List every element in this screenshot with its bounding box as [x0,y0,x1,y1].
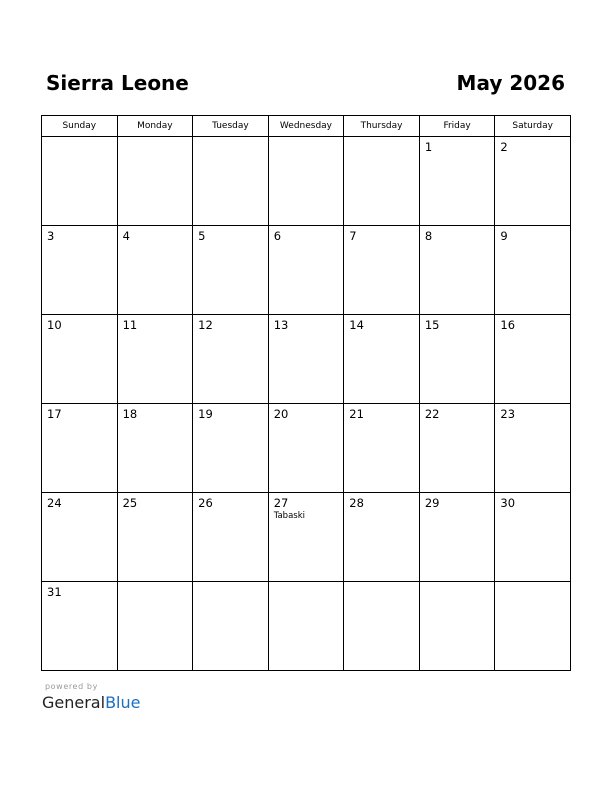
month-year-title: May 2026 [456,71,565,95]
day-number: 13 [273,318,289,332]
day-cell [268,137,344,226]
day-number [495,582,570,585]
day-cell [419,226,495,315]
country-title: Sierra Leone [46,71,189,95]
day-number [118,582,193,585]
day-number [193,582,268,585]
day-number: 27 [273,496,289,510]
day-number: 29 [424,496,440,510]
weekday-monday: Monday [117,116,193,137]
day-cell [268,404,344,493]
day-number: 16 [500,318,516,332]
week-row [42,137,571,226]
day-number: 6 [273,229,282,243]
day-cell [419,137,495,226]
day-cell [268,582,344,671]
day-cell [495,137,571,226]
weekday-friday: Friday [419,116,495,137]
weekday-saturday: Saturday [495,116,571,137]
day-number: 17 [47,407,62,421]
calendar-grid [41,115,571,671]
day-number: 5 [198,229,206,243]
week-row [42,226,571,315]
day-cell [344,226,420,315]
day-cell [344,137,420,226]
day-number: 26 [198,496,213,510]
day-cell [193,404,269,493]
day-number: 19 [198,407,213,421]
day-number: 2 [500,140,508,154]
day-cell [419,404,495,493]
day-cell [495,582,571,671]
day-cell [193,137,269,226]
day-cell [344,315,420,404]
day-number [344,582,419,585]
day-number [269,137,344,140]
day-cell [495,493,571,582]
weekday-wednesday: Wednesday [268,116,344,137]
day-number: 20 [273,407,289,421]
day-cell [42,137,118,226]
day-cell [344,404,420,493]
day-cell [193,315,269,404]
day-number: 15 [424,318,440,332]
day-number: 25 [122,496,138,510]
weekday-header-row [42,116,571,137]
day-number [118,137,193,140]
day-cell [495,226,571,315]
day-cell [42,582,118,671]
day-cell [117,582,193,671]
day-cell [495,315,571,404]
week-row [42,404,571,493]
day-number: 12 [198,318,213,332]
calendar-body [42,137,571,671]
day-number: 31 [47,585,62,599]
brand-name-blue: Blue [105,693,141,712]
day-number: 18 [122,407,138,421]
day-cell [117,315,193,404]
day-cell [117,404,193,493]
day-number [269,582,344,585]
day-cell [419,493,495,582]
day-cell [344,493,420,582]
day-number: 28 [349,496,364,510]
day-cell [193,582,269,671]
day-number: 10 [47,318,62,332]
day-cell [117,226,193,315]
day-cell [419,315,495,404]
day-cell [193,226,269,315]
day-number: 22 [424,407,440,421]
week-row [42,315,571,404]
day-number: 4 [122,229,130,243]
powered-by-label: powered by [45,682,98,691]
day-number: 30 [500,496,516,510]
day-number: 23 [500,407,516,421]
day-cell [117,137,193,226]
day-number: 1 [424,140,433,154]
weekday-sunday: Sunday [42,116,118,137]
day-number [193,137,268,140]
day-cell [42,404,118,493]
day-number: 14 [349,318,364,332]
brand-name-general: General [42,693,106,712]
holiday-label: Tabaski [273,511,305,521]
weekday-thursday: Thursday [344,116,420,137]
day-number: 21 [349,407,364,421]
day-cell [42,493,118,582]
day-number: 11 [122,318,138,332]
week-row [42,582,571,671]
day-cell [419,582,495,671]
day-cell [268,315,344,404]
week-row [42,493,571,582]
day-cell [42,315,118,404]
day-cell [117,493,193,582]
day-cell [268,226,344,315]
day-number [42,137,117,140]
day-number [344,137,419,140]
day-number: 9 [500,229,508,243]
day-number: 24 [47,496,62,510]
day-number [420,582,495,585]
day-number: 8 [424,229,433,243]
weekday-tuesday: Tuesday [193,116,269,137]
day-cell [268,493,344,582]
day-number: 3 [47,229,55,243]
day-cell [193,493,269,582]
day-cell [344,582,420,671]
day-cell [42,226,118,315]
day-number: 7 [349,229,357,243]
generalblue-logo [42,693,140,712]
day-cell [495,404,571,493]
